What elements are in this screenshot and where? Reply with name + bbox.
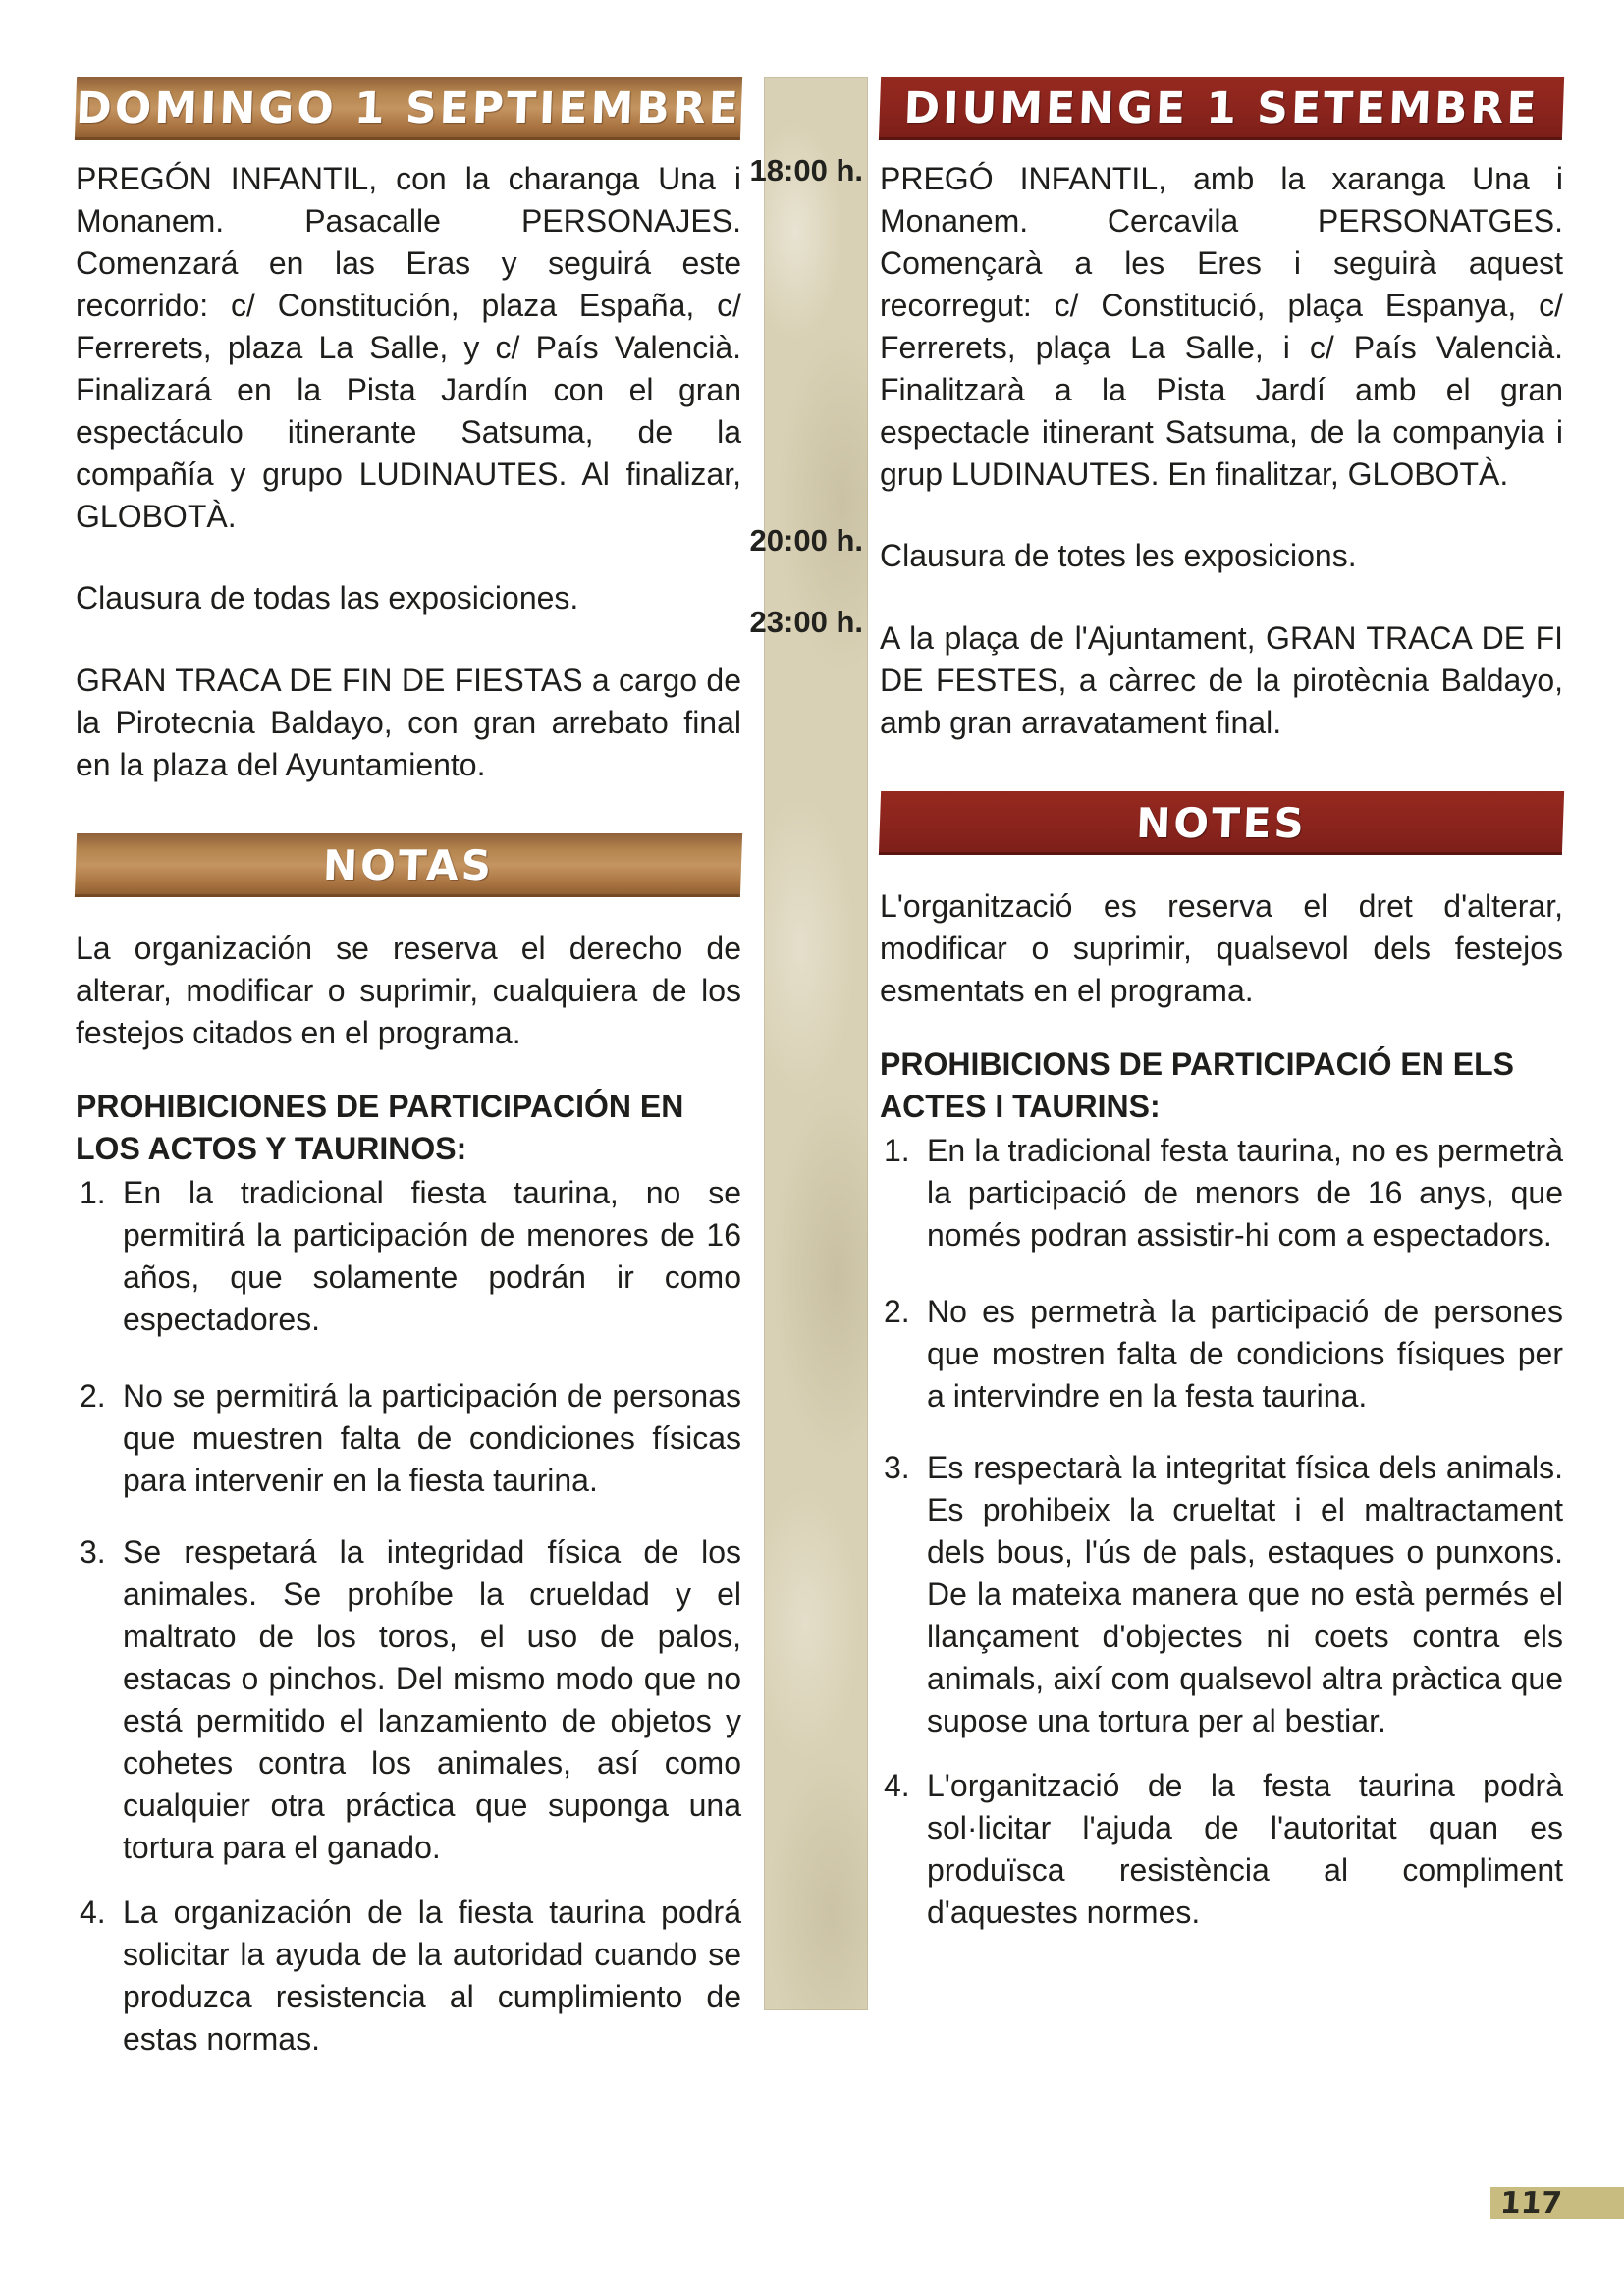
list-marker: 4.	[884, 1768, 910, 1803]
rule-item-es-4	[76, 1892, 741, 2060]
rule-text: En la tradicional fiesta taurina, no se permitirá la participación de menores de 16 años, que solamente podrán ir como espectadores.	[123, 1175, 741, 1337]
event-clausura-va: Clausura de totes les exposicions.	[880, 538, 1357, 573]
event-pregon-es: PREGÓN INFANTIL, con la charanga Una i Monanem. Pasacalle PERSONAJES. Comenzará en las Eras y seguirá este recorrido: c/ Constitución, plaza España, c/ Ferrerets, plaza La Salle, y c/ País Valencià. Finalizará en la Pista Jardín con el gran espectáculo itinerante Satsuma, de la compañía y grupo LUDINAUTES. Al finalizar, GLOBOTÀ.	[76, 161, 741, 534]
list-marker: 4.	[80, 1895, 106, 1930]
time-label-18: 18:00 h.	[749, 153, 863, 187]
rule-item-es-2	[76, 1375, 741, 1502]
day-banner-es: DOMINGO 1 SEPTIEMBRE	[75, 77, 742, 140]
rule-text: En la tradicional festa taurina, no es permetrà la participació de menors de 16 anys, que només podran assistir-hi com a espectadors.	[927, 1133, 1563, 1253]
column-valencian	[880, 0, 1563, 1934]
event-clausura-es: Clausura de todas las exposiciones.	[76, 580, 579, 615]
rule-text: No es permetrà la participació de persones que mostren falta de condicions físiques per a intervindre en la festa taurina.	[927, 1294, 1563, 1414]
list-marker: 1.	[80, 1175, 106, 1210]
times-strip	[749, 77, 868, 2010]
rule-item-va-1	[880, 1130, 1563, 1256]
notes-text-es: La organización se reserva el derecho de alterar, modificar o suprimir, cualquiera de los festejos citados en el programa.	[76, 931, 741, 1050]
event-traca-va: A la plaça de l'Ajuntament, GRAN TRACA DE FI DE FESTES, a càrrec de la pirotècnia Baldayo, amb gran arravatament final.	[880, 620, 1563, 740]
event-traca-es: GRAN TRACA DE FIN DE FIESTAS a cargo de la Pirotecnia Baldayo, con gran arrebato final en la plaza del Ayuntamiento.	[76, 663, 741, 782]
list-marker: 3.	[80, 1534, 106, 1570]
list-marker: 2.	[80, 1378, 106, 1414]
rule-item-es-3	[76, 1531, 741, 1869]
prohibitions-heading-va: PROHIBICIONS DE PARTICIPACIÓ EN ELS ACTES I TAURINS:	[880, 1046, 1514, 1124]
time-label-20: 20:00 h.	[749, 523, 863, 558]
rule-text: La organización de la fiesta taurina podrá solicitar la ayuda de la autoridad cuando se produzca resistencia al cumplimiento de estas normas.	[123, 1895, 741, 2056]
page-number-bar	[1490, 2187, 1624, 2219]
list-marker: 1.	[884, 1133, 910, 1168]
rule-item-va-3	[880, 1447, 1563, 1742]
list-marker: 3.	[884, 1450, 910, 1485]
notes-text-va: L'organització es reserva el dret d'alterar, modificar o suprimir, qualsevol dels festejos esmentats en el programa.	[880, 888, 1563, 1008]
rule-item-va-4	[880, 1765, 1563, 1934]
time-label-23: 23:00 h.	[749, 605, 863, 639]
prohibitions-heading-es: PROHIBICIONES DE PARTICIPACIÓN EN LOS ACTOS Y TAURINOS:	[76, 1089, 684, 1166]
notes-banner-es: NOTAS	[75, 833, 742, 897]
event-pregon-va: PREGÓ INFANTIL, amb la xaranga Una i Monanem. Cercavila PERSONATGES. Començarà a les Eres i seguirà aquest recorregut: c/ Constitució, plaça Espanya, c/ Ferrerets, plaça La Salle, i c/ País Valencià. Finalitzarà a la Pista Jardí amb el gran espectacle itinerant Satsuma, de la companyia i grup LUDINAUTES. En finalitzar, GLOBOTÀ.	[880, 161, 1563, 492]
rule-text: No se permitirá la participación de personas que muestren falta de condiciones físicas para intervenir en la fiesta taurina.	[123, 1378, 741, 1498]
rule-text: Se respetará la integridad física de los animales. Se prohíbe la crueldad y el maltrato de los toros, el uso de palos, estacas o pinchos. Del mismo modo que no está permitido el lanzamiento de objetos y cohetes contra los animales, así como cualquier otra práctica que suponga una tortura para el ganado.	[123, 1534, 741, 1865]
day-banner-va: DIUMENGE 1 SETEMBRE	[879, 77, 1564, 140]
notes-banner-va: NOTES	[879, 791, 1564, 855]
rule-text: L'organització de la festa taurina podrà sol·licitar l'ajuda de l'autoritat quan es produïsca resistència al compliment d'aquestes normes.	[927, 1768, 1563, 1930]
rule-item-es-1	[76, 1172, 741, 1341]
column-spanish	[76, 0, 741, 2060]
page-number: 117	[1498, 2186, 1563, 2220]
list-marker: 2.	[884, 1294, 910, 1329]
rule-item-va-2	[880, 1291, 1563, 1417]
rule-text: Es respectarà la integritat física dels animals. Es prohibeix la crueltat i el maltractament dels bous, l'ús de pals, estaques o punxons. De la mateixa manera que no està permés el llançament d'objectes ni coets contra els animals, així com qualsevol altra pràctica que supose una tortura per al bestiar.	[927, 1450, 1563, 1738]
